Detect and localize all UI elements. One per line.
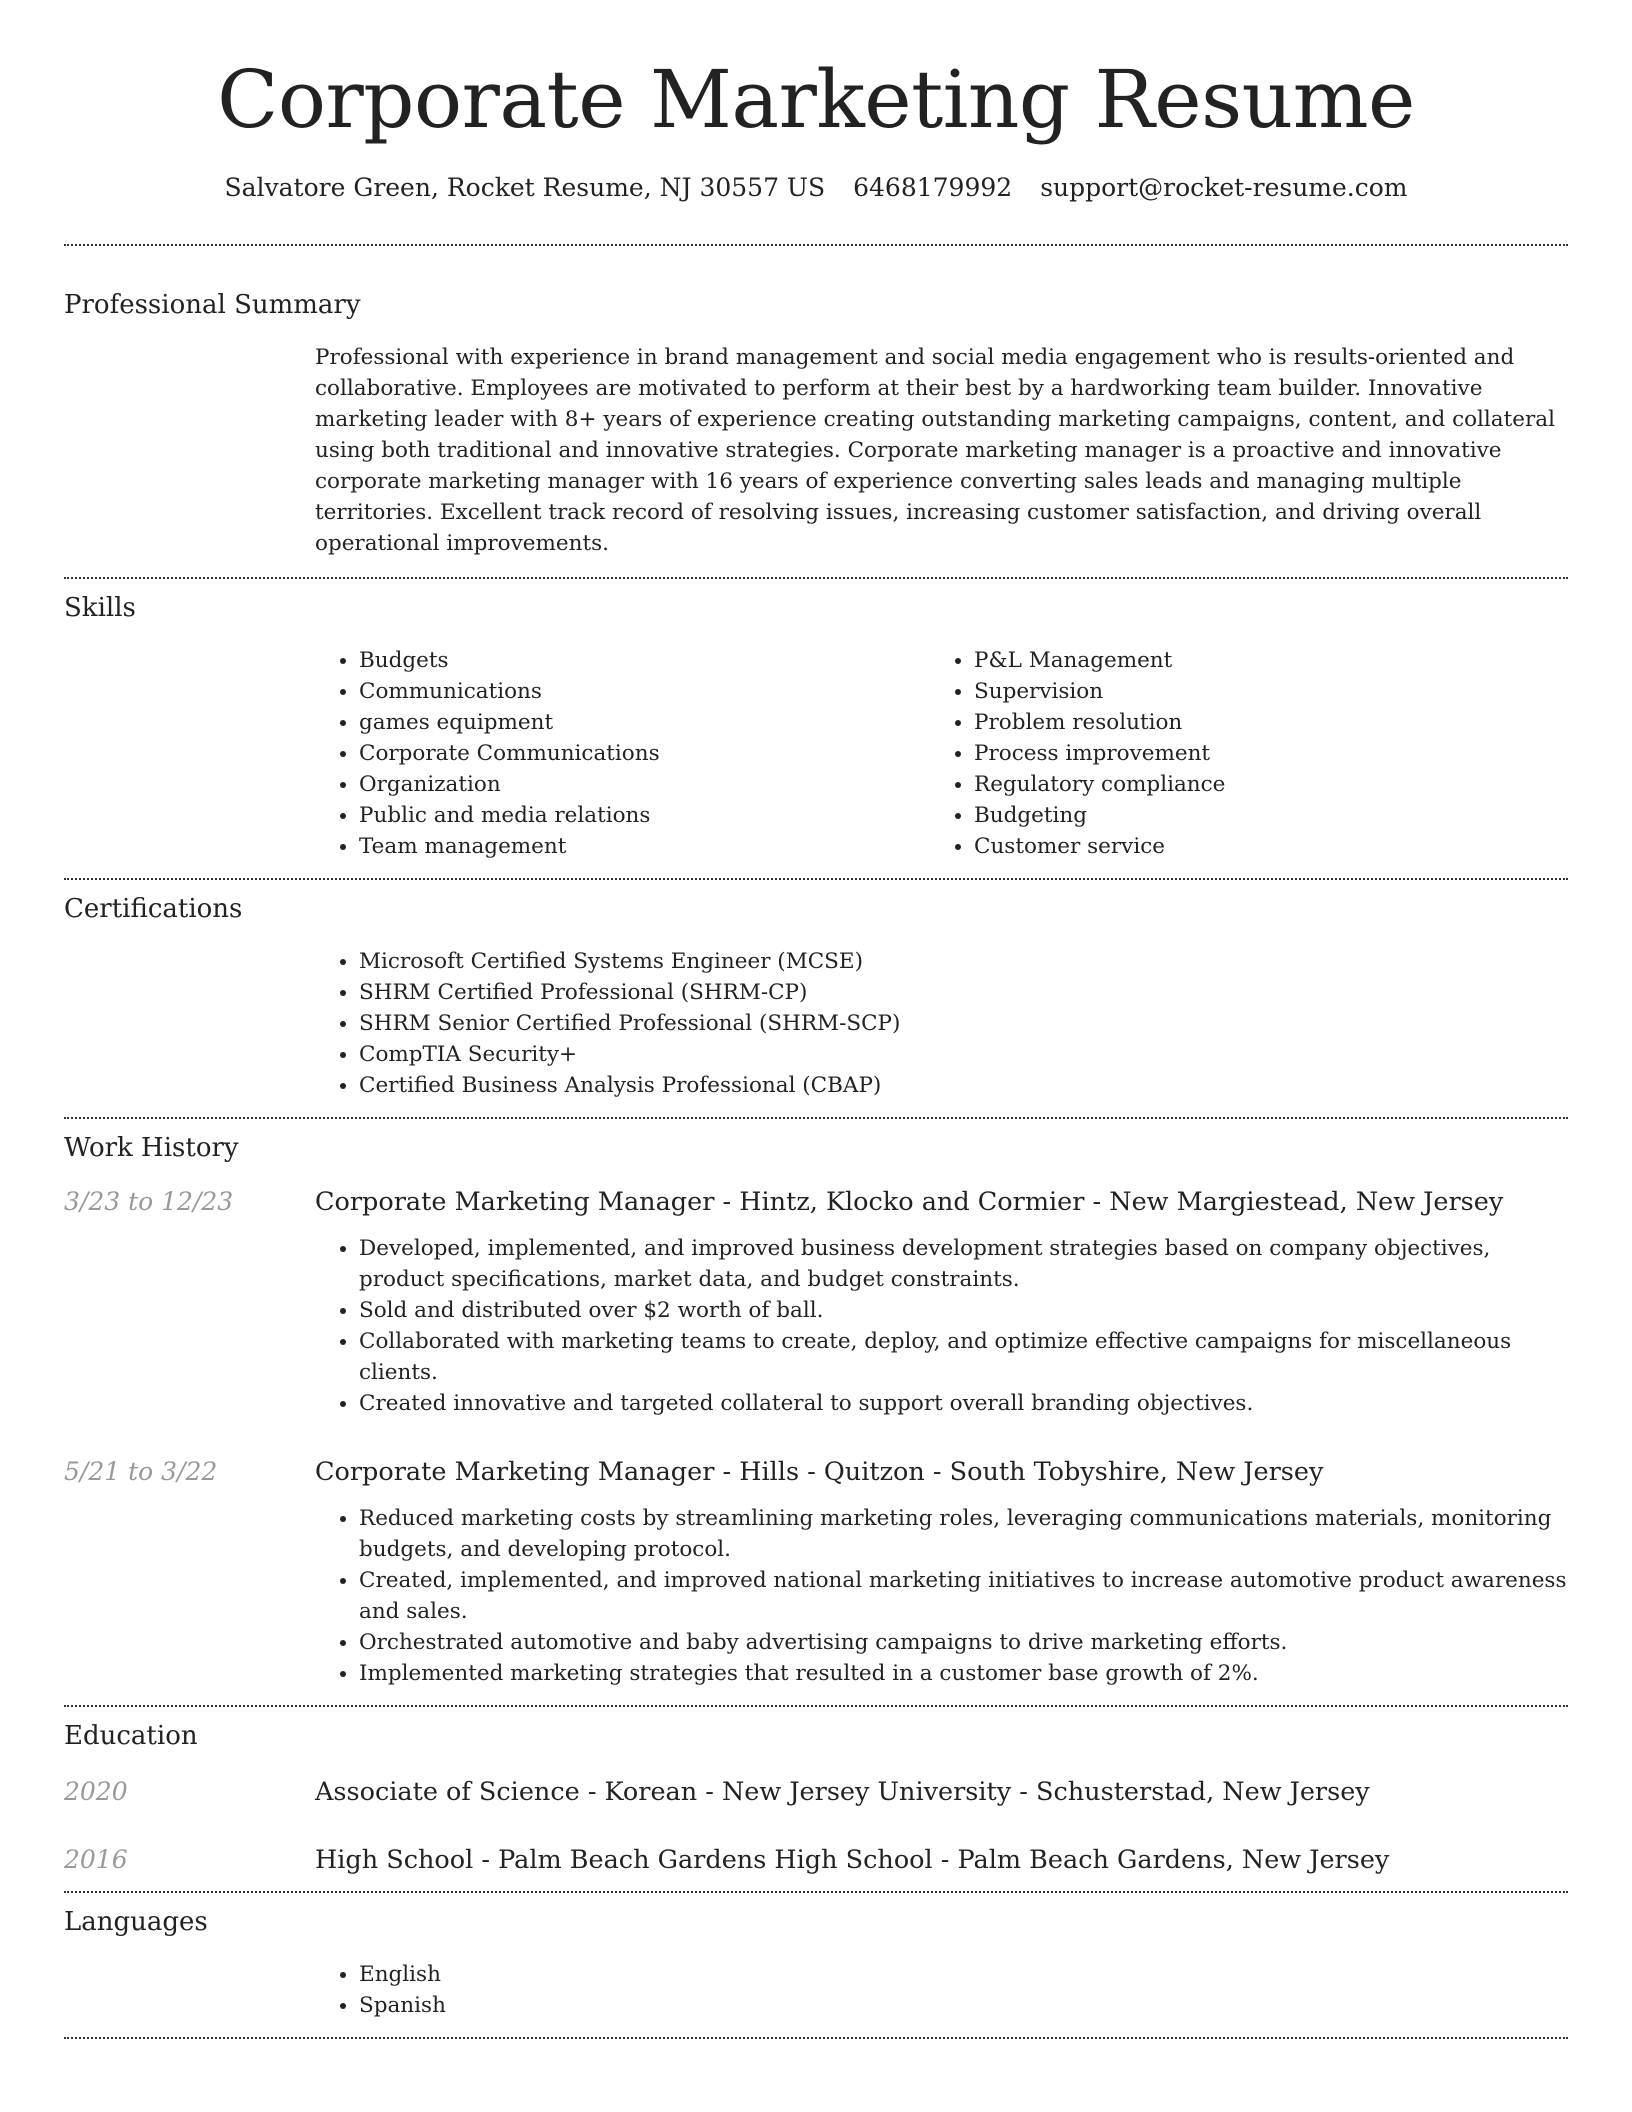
skills-heading: Skills	[64, 593, 136, 623]
job-bullet: • Orchestrated automotive and baby advertising campaigns to drive marketing efforts.	[359, 1627, 1568, 1658]
job-heading	[315, 1455, 1568, 1489]
skill-item: • Regulatory compliance	[974, 769, 1545, 800]
certification-item: • SHRM Certified Professional (SHRM-CP)	[359, 977, 1568, 1008]
job-bullet: • Sold and distributed over $2 worth of ball.	[359, 1295, 1568, 1326]
job-entry	[64, 1185, 1568, 1419]
skill-item: • Customer service	[974, 831, 1545, 862]
job-entry	[64, 1455, 1568, 1705]
education-heading: Education	[64, 1721, 198, 1751]
job-role: Corporate Marketing Manager	[315, 1457, 715, 1487]
education-heading-line	[315, 1775, 1568, 1809]
job-employer: - Hintz, Klocko and Cormier - New Margiestead, New Jersey	[714, 1187, 1504, 1217]
job-bullet: • Developed, implemented, and improved business development strategies based on company objectives, product specifications, market data, and budget constraints.	[359, 1233, 1568, 1295]
job-bullet: • Reduced marketing costs by streamlining marketing roles, leveraging communications materials, monitoring budgets, and developing protocol.	[359, 1503, 1568, 1565]
job-employer: - Hills - Quitzon - South Tobyshire, New Jersey	[714, 1457, 1324, 1487]
education-entry	[64, 1775, 1568, 1809]
skill-item: • games equipment	[359, 707, 930, 738]
job-bullet: • Collaborated with marketing teams to create, deploy, and optimize effective campaigns for miscellaneous clients.	[359, 1326, 1568, 1388]
certifications-content	[315, 946, 1568, 1117]
skill-item: • Budgeting	[974, 800, 1545, 831]
skill-item: • Budgets	[359, 645, 930, 676]
job-bullet: • Implemented marketing strategies that resulted in a customer base growth of 2%.	[359, 1658, 1568, 1689]
education-school: - Palm Beach Gardens High School - Palm Beach Gardens, New Jersey	[473, 1845, 1390, 1875]
resume-title: Corporate Marketing Resume	[217, 53, 1415, 146]
work-heading: Work History	[64, 1133, 239, 1163]
resume-page	[64, 0, 1568, 2039]
summary-section	[64, 246, 1568, 577]
skill-item: • Communications	[359, 676, 930, 707]
summary-text: Professional with experience in brand management and social media engagement who is results-oriented and collaborative. Employees are motivated to perform at their best by a hardworking team builder. Innovative marketing leader with 8+ years of experience creating outstanding marketing campaigns, content, and collateral using both traditional and innovative strategies. Corporate marketing manager is a proactive and innovative corporate marketing manager with 16 years of experience converting sales leads and managing multiple territories. Excellent track record of resolving issues, increasing customer satisfaction, and driving overall operational improvements.	[315, 345, 1555, 556]
job-bullet: • Created innovative and targeted collateral to support overall branding objectives.	[359, 1388, 1568, 1419]
job-details	[315, 1503, 1568, 1689]
education-section	[64, 1707, 1568, 1891]
contact-line	[64, 172, 1568, 204]
skill-item: • Public and media relations	[359, 800, 930, 831]
education-school: - New Jersey University - Schusterstad, New Jersey	[697, 1777, 1370, 1807]
education-year: 2020	[64, 1777, 128, 1806]
work-section	[64, 1119, 1568, 1705]
certifications-heading: Certifications	[64, 894, 243, 924]
job-heading	[315, 1185, 1568, 1219]
languages-heading: Languages	[64, 1907, 208, 1937]
education-degree: Associate of Science - Korean	[315, 1777, 698, 1807]
certification-item: • Certified Business Analysis Professional (CBAP)	[359, 1070, 1568, 1101]
job-role: Corporate Marketing Manager	[315, 1187, 715, 1217]
skill-item: • Corporate Communications	[359, 738, 930, 769]
education-entry	[64, 1843, 1568, 1891]
job-details	[315, 1233, 1568, 1419]
skill-item: • Problem resolution	[974, 707, 1545, 738]
job-dates: 5/21 to 3/22	[64, 1457, 218, 1486]
contact-email: support@rocket-resume.com	[1040, 173, 1408, 202]
job-dates: 3/23 to 12/23	[64, 1187, 234, 1216]
skill-item: • P&L Management	[974, 645, 1545, 676]
languages-list	[315, 1959, 1568, 2021]
languages-content	[315, 1959, 1568, 2037]
job-bullets	[315, 1503, 1568, 1689]
language-item: • English	[359, 1959, 1568, 1990]
job-bullets	[315, 1233, 1568, 1419]
certifications-list	[315, 946, 1568, 1101]
certification-item: • CompTIA Security+	[359, 1039, 1568, 1070]
certification-item: • Microsoft Certified Systems Engineer (MCSE)	[359, 946, 1568, 977]
education-heading-line	[315, 1843, 1568, 1877]
education-year: 2016	[64, 1845, 128, 1874]
skills-list-right	[930, 645, 1545, 862]
certification-item: • SHRM Senior Certified Professional (SHRM-SCP)	[359, 1008, 1568, 1039]
languages-section	[64, 1893, 1568, 2037]
skills-section	[64, 579, 1568, 878]
language-item: • Spanish	[359, 1990, 1568, 2021]
summary-heading: Professional Summary	[64, 290, 361, 320]
skill-item: • Supervision	[974, 676, 1545, 707]
languages-divider	[64, 2037, 1568, 2039]
contact-address: Salvatore Green, Rocket Resume, NJ 30557 US	[224, 173, 826, 202]
education-degree: High School	[315, 1845, 474, 1875]
job-bullet: • Created, implemented, and improved national marketing initiatives to increase automotive product awareness and sales.	[359, 1565, 1568, 1627]
skill-item: • Organization	[359, 769, 930, 800]
skills-list-left	[315, 645, 930, 862]
contact-phone: 6468179992	[853, 173, 1013, 202]
skill-item: • Process improvement	[974, 738, 1545, 769]
skill-item: • Team management	[359, 831, 930, 862]
skills-columns	[315, 645, 1568, 878]
certifications-section	[64, 880, 1568, 1117]
